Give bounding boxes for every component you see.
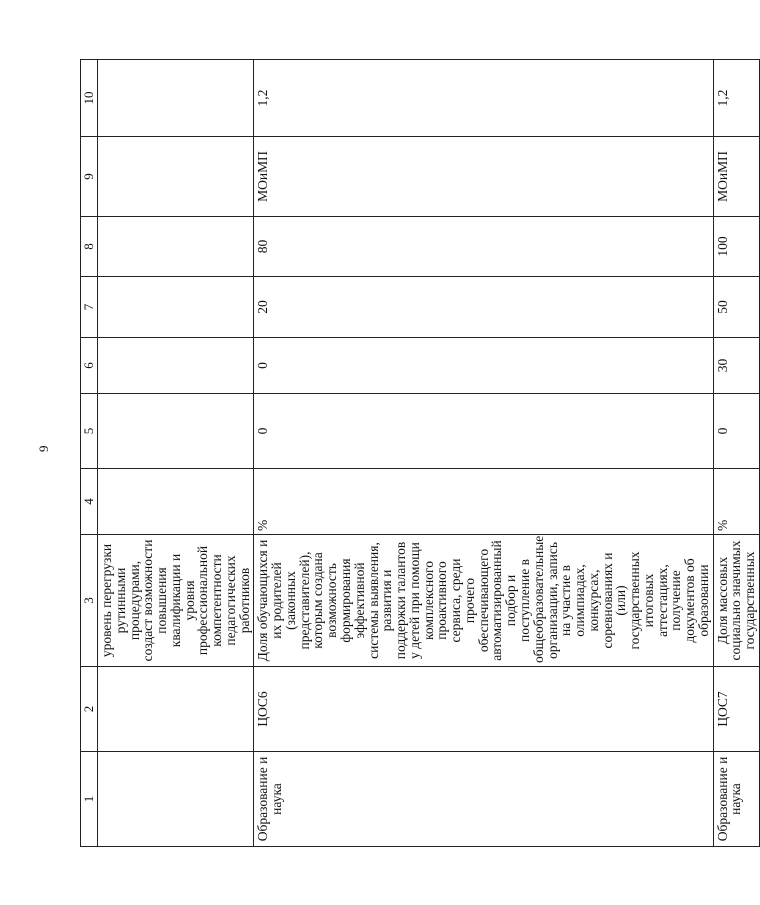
header-cell-3: 3 [81, 535, 98, 667]
page-number: 9 [36, 445, 51, 452]
indicators-table [80, 59, 760, 847]
header-cell-1: 1 [81, 752, 98, 847]
header-cell-10: 10 [81, 60, 98, 137]
table-container [80, 60, 758, 847]
header-cell-5: 5 [81, 394, 98, 469]
value-cell-7: 50 [713, 277, 759, 338]
value-cell-8: 100 [713, 217, 759, 277]
value-cell-5: 0 [254, 394, 713, 469]
header-cell-2: 2 [81, 667, 98, 752]
reference-cell: 1,2 [254, 60, 713, 137]
header-cell-8: 8 [81, 217, 98, 277]
indicator-name-cell: Доля обучающихся и их родителей (законных представителей), которым создана возможность формирования эффективной системы выявления, развития и поддержки талантов у детей при помощи комплексного проактивного сервиса, среди прочего обеспечивающего автоматизированный подбор и поступление в общеобразовательные организации, запись на участие в олимпиадах, конкурсах, соревнованиях и (или) государственных итоговых аттестациях, получение документов об образовании [254, 535, 713, 667]
value-cell-8: 80 [254, 217, 713, 277]
header-row [81, 60, 98, 847]
unit-cell: % [254, 469, 713, 535]
indicator-name-cell: Доля массовых социально значимых государственных [713, 535, 759, 667]
header-cell-7: 7 [81, 277, 98, 338]
responsible-cell: МОиМП [713, 137, 759, 217]
value-cell-6: 0 [254, 338, 713, 394]
header-cell-9: 9 [81, 137, 98, 217]
sphere-cell: Образование и наука [254, 752, 713, 847]
value-cell-5: 0 [713, 394, 759, 469]
table-row [713, 60, 759, 847]
code-cell: ЦОС6 [254, 667, 713, 752]
unit-cell: % [713, 469, 759, 535]
code-cell: ЦОС7 [713, 667, 759, 752]
responsible-cell: МОиМП [254, 137, 713, 217]
continuation-text: уровень перегрузки рутинными процедурами, создаст возможности повышения квалификации и уровня профессиональной компетентности педагогических работников [98, 535, 254, 667]
table-row-continuation [98, 60, 254, 847]
table-row [254, 60, 713, 847]
sphere-cell: Образование и наука [713, 752, 759, 847]
value-cell-6: 30 [713, 338, 759, 394]
value-cell-7: 20 [254, 277, 713, 338]
header-cell-4: 4 [81, 469, 98, 535]
header-cell-6: 6 [81, 338, 98, 394]
reference-cell: 1,2 [713, 60, 759, 137]
